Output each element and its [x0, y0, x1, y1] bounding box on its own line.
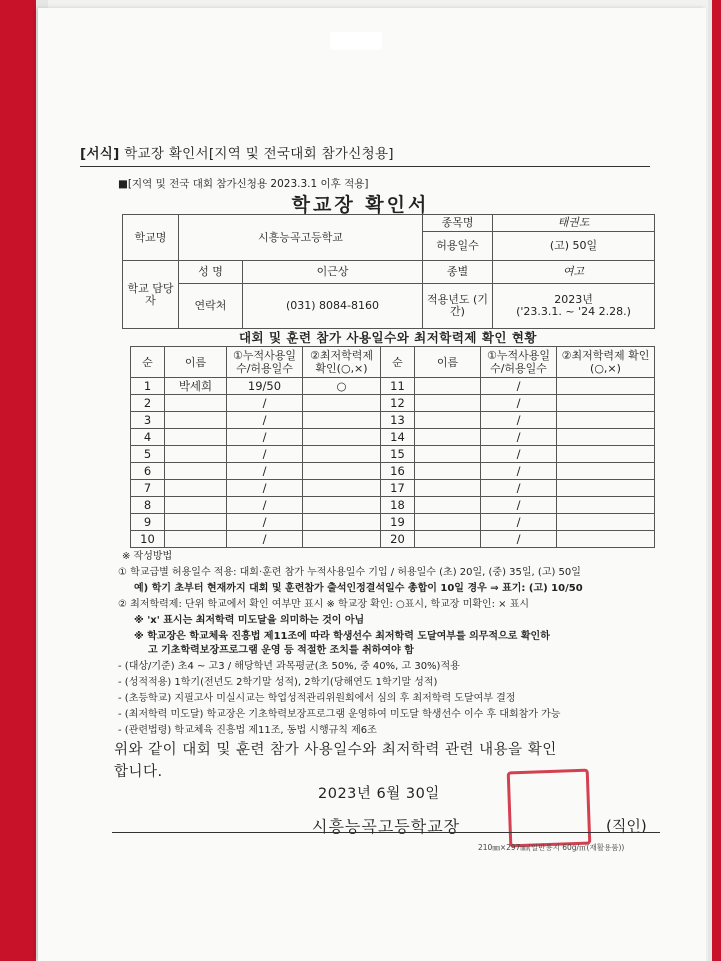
- student-name: [165, 480, 227, 497]
- period-value: ('23.3.1. ~ '24 2.28.): [516, 305, 631, 318]
- days-used: /: [481, 378, 557, 395]
- row-no: 4: [131, 429, 165, 446]
- paper-spec-footer: 210㎜×297㎜(일반용지 60g/㎡(재활용품)): [478, 843, 625, 852]
- days-used: 19/50: [227, 378, 303, 395]
- table-row: [131, 412, 655, 429]
- row-no: 9: [131, 514, 165, 531]
- conclusion-line-1: 위와 같이 대회 및 훈련 참가 사용일수와 최저학력 관련 내용을 확인: [114, 742, 557, 758]
- student-name: [165, 514, 227, 531]
- note-3: ※ 'x' 표시는 최저학력 미도달을 의미하는 것이 아님: [134, 615, 365, 626]
- row-no: 16: [381, 463, 415, 480]
- academic-check: [303, 531, 381, 548]
- row-no: 6: [131, 463, 165, 480]
- days-used: /: [227, 429, 303, 446]
- note-8: - (최저학력 미도달) 학교장은 기초학력보장프로그램 운영하여 미도달 학생선수 이수 후 대회참가 가능: [118, 709, 561, 720]
- student-name: [415, 395, 481, 412]
- info-table: [122, 214, 655, 329]
- academic-check: [557, 463, 655, 480]
- student-name: [415, 429, 481, 446]
- row-no: 12: [381, 395, 415, 412]
- note-4a: ※ 학교장은 학교체육 진흥법 제11조에 따라 학생선수 최저학력 도달여부를 의무적으로 확인하: [134, 631, 550, 642]
- academic-check: ○: [303, 378, 381, 395]
- academic-check: [303, 446, 381, 463]
- contact-label: 연락처: [179, 284, 243, 329]
- row-no: 20: [381, 531, 415, 548]
- official-seal-stamp: [507, 769, 592, 848]
- form-tag: [서식]: [80, 146, 120, 162]
- form-header: [80, 142, 394, 162]
- academic-check: [557, 531, 655, 548]
- academic-check: [557, 497, 655, 514]
- note-6: - (성적적용) 1학기(전년도 2학기말 성적), 2학기(당해연도 1학기말 성적): [118, 677, 438, 688]
- academic-check: [303, 395, 381, 412]
- days-used: /: [227, 497, 303, 514]
- days-used: /: [481, 514, 557, 531]
- table-row: [131, 480, 655, 497]
- page-title: 학교장 확인서: [291, 194, 430, 216]
- contact-value: (031) 8084-8160: [243, 284, 423, 329]
- student-name: [165, 412, 227, 429]
- row-no: 14: [381, 429, 415, 446]
- academic-check: [303, 480, 381, 497]
- row-no: 7: [131, 480, 165, 497]
- row-no: 18: [381, 497, 415, 514]
- academic-check: [557, 378, 655, 395]
- sport-value: 태권도: [493, 215, 655, 232]
- row-no: 3: [131, 412, 165, 429]
- school-name: 시흥능곡고등학교: [179, 215, 423, 261]
- days-used: /: [227, 446, 303, 463]
- student-name: [165, 531, 227, 548]
- col-no: 순: [131, 347, 165, 378]
- academic-check: [557, 514, 655, 531]
- notes-heading: ※ 작성방법: [122, 551, 173, 562]
- row-no: 15: [381, 446, 415, 463]
- student-name: [415, 378, 481, 395]
- col-days-right: ①누적사용일수/허용일수: [481, 347, 557, 378]
- student-name: [415, 463, 481, 480]
- student-name: [165, 463, 227, 480]
- student-name: [165, 446, 227, 463]
- table-row: [131, 378, 655, 395]
- row-no: 17: [381, 480, 415, 497]
- redacted-area: [330, 32, 382, 50]
- table-row: [131, 497, 655, 514]
- col-days: ①누적사용일수/허용일수: [227, 347, 303, 378]
- student-name: [165, 395, 227, 412]
- note-9: - (관련법령) 학교체육 진흥법 제11조, 동법 시행규칙 제6조: [118, 725, 377, 736]
- row-no: 2: [131, 395, 165, 412]
- header-rule: [80, 166, 650, 167]
- academic-check: [303, 497, 381, 514]
- row-no: 10: [131, 531, 165, 548]
- academic-check: [557, 412, 655, 429]
- row-no: 11: [381, 378, 415, 395]
- days-used: /: [481, 497, 557, 514]
- days-used: /: [481, 531, 557, 548]
- col-academic: ②최저학력제 확인(○,×): [303, 347, 381, 378]
- academic-check: [303, 463, 381, 480]
- row-no: 13: [381, 412, 415, 429]
- school-label: 학교명: [123, 215, 179, 261]
- conclusion-line-2: 합니다.: [114, 764, 163, 780]
- note-1b: 예) 학기 초부터 현재까지 대회 및 훈련참가 출석인정결석일수 총합이 10일 경우 ⇒ 표기: (고) 10/50: [134, 583, 583, 594]
- issue-date: 2023년 6월 30일: [318, 786, 440, 802]
- subheader: ■[지역 및 전국 대회 참가신청용 2023.3.1 이후 적용]: [118, 178, 369, 190]
- note-4b: 고 기초학력보장프로그램 운영 등 적절한 조치를 취하여야 함: [148, 645, 414, 656]
- col-name-right: 이름: [415, 347, 481, 378]
- days-used: /: [227, 412, 303, 429]
- student-name: 박세희: [165, 378, 227, 395]
- academic-check: [557, 480, 655, 497]
- col-no-right: 순: [381, 347, 415, 378]
- days-used: /: [481, 412, 557, 429]
- student-name: [415, 446, 481, 463]
- officer-name: 이근상: [243, 261, 423, 284]
- academic-check: [303, 429, 381, 446]
- officer-label: 학교 담당자: [123, 261, 179, 329]
- table-row: [131, 463, 655, 480]
- footer-rule: [112, 832, 660, 833]
- form-header-text: 학교장 확인서[지역 및 전국대회 참가신청용]: [124, 146, 394, 162]
- table-row: [131, 531, 655, 548]
- student-name: [415, 480, 481, 497]
- table-row: [131, 395, 655, 412]
- row-no: 5: [131, 446, 165, 463]
- academic-check: [303, 412, 381, 429]
- note-1a: ① 학교급별 허용일수 적용: 대회·훈련 참가 누적사용일수 기입 / 허용일수 (초) 20일, (중) 35일, (고) 50일: [118, 567, 581, 578]
- row-no: 19: [381, 514, 415, 531]
- seal-label: (직인): [606, 817, 647, 835]
- col-name: 이름: [165, 347, 227, 378]
- year-value: 2023년: [554, 293, 593, 306]
- sport-label: 종목명: [423, 215, 493, 232]
- days-used: /: [481, 429, 557, 446]
- days-used: /: [481, 395, 557, 412]
- student-name: [415, 514, 481, 531]
- days-used: /: [227, 480, 303, 497]
- student-name: [415, 531, 481, 548]
- note-2: ② 최저학력제: 단위 학교에서 확인 여부만 표시 ※ 학교장 확인: ○표시, 학교장 미확인: × 표시: [118, 599, 530, 610]
- days-used: /: [227, 531, 303, 548]
- table-row: [131, 429, 655, 446]
- student-name: [165, 429, 227, 446]
- academic-check: [557, 429, 655, 446]
- days-used: /: [481, 446, 557, 463]
- academic-check: [557, 446, 655, 463]
- signer-name: 시흥능곡고등학교장: [312, 817, 461, 836]
- allowed-days-label: 허용일수: [423, 232, 493, 261]
- allowed-days-value: (고) 50일: [493, 232, 655, 261]
- days-used: /: [227, 514, 303, 531]
- academic-check: [557, 395, 655, 412]
- section-title: 대회 및 훈련 참가 사용일수와 최저학력제 확인 현황: [238, 330, 538, 345]
- note-5: - (대상/기준) 초4 ~ 고3 / 해당학년 과목평균(초 50%, 중 40%, 고 30%)적용: [118, 661, 460, 672]
- student-name: [165, 497, 227, 514]
- table-header-row: [131, 347, 655, 378]
- table-row: [131, 514, 655, 531]
- student-name: [415, 497, 481, 514]
- category-value: 여고: [493, 261, 655, 284]
- officer-name-label: 성 명: [179, 261, 243, 284]
- days-used: /: [227, 395, 303, 412]
- usage-table: [130, 346, 655, 548]
- table-row: [131, 446, 655, 463]
- days-used: /: [481, 463, 557, 480]
- academic-check: [303, 514, 381, 531]
- year-cell: [493, 284, 655, 329]
- student-name: [415, 412, 481, 429]
- days-used: /: [227, 463, 303, 480]
- row-no: 8: [131, 497, 165, 514]
- year-label: 적용년도 (기간): [423, 284, 493, 329]
- row-no: 1: [131, 378, 165, 395]
- category-label: 종별: [423, 261, 493, 284]
- days-used: /: [481, 480, 557, 497]
- note-7: - (초등학교) 지필고사 미실시교는 학업성적관리위원회에서 심의 후 최저학력 도달여부 결정: [118, 693, 516, 704]
- col-academic-right: ②최저학력제 확인(○,×): [557, 347, 655, 378]
